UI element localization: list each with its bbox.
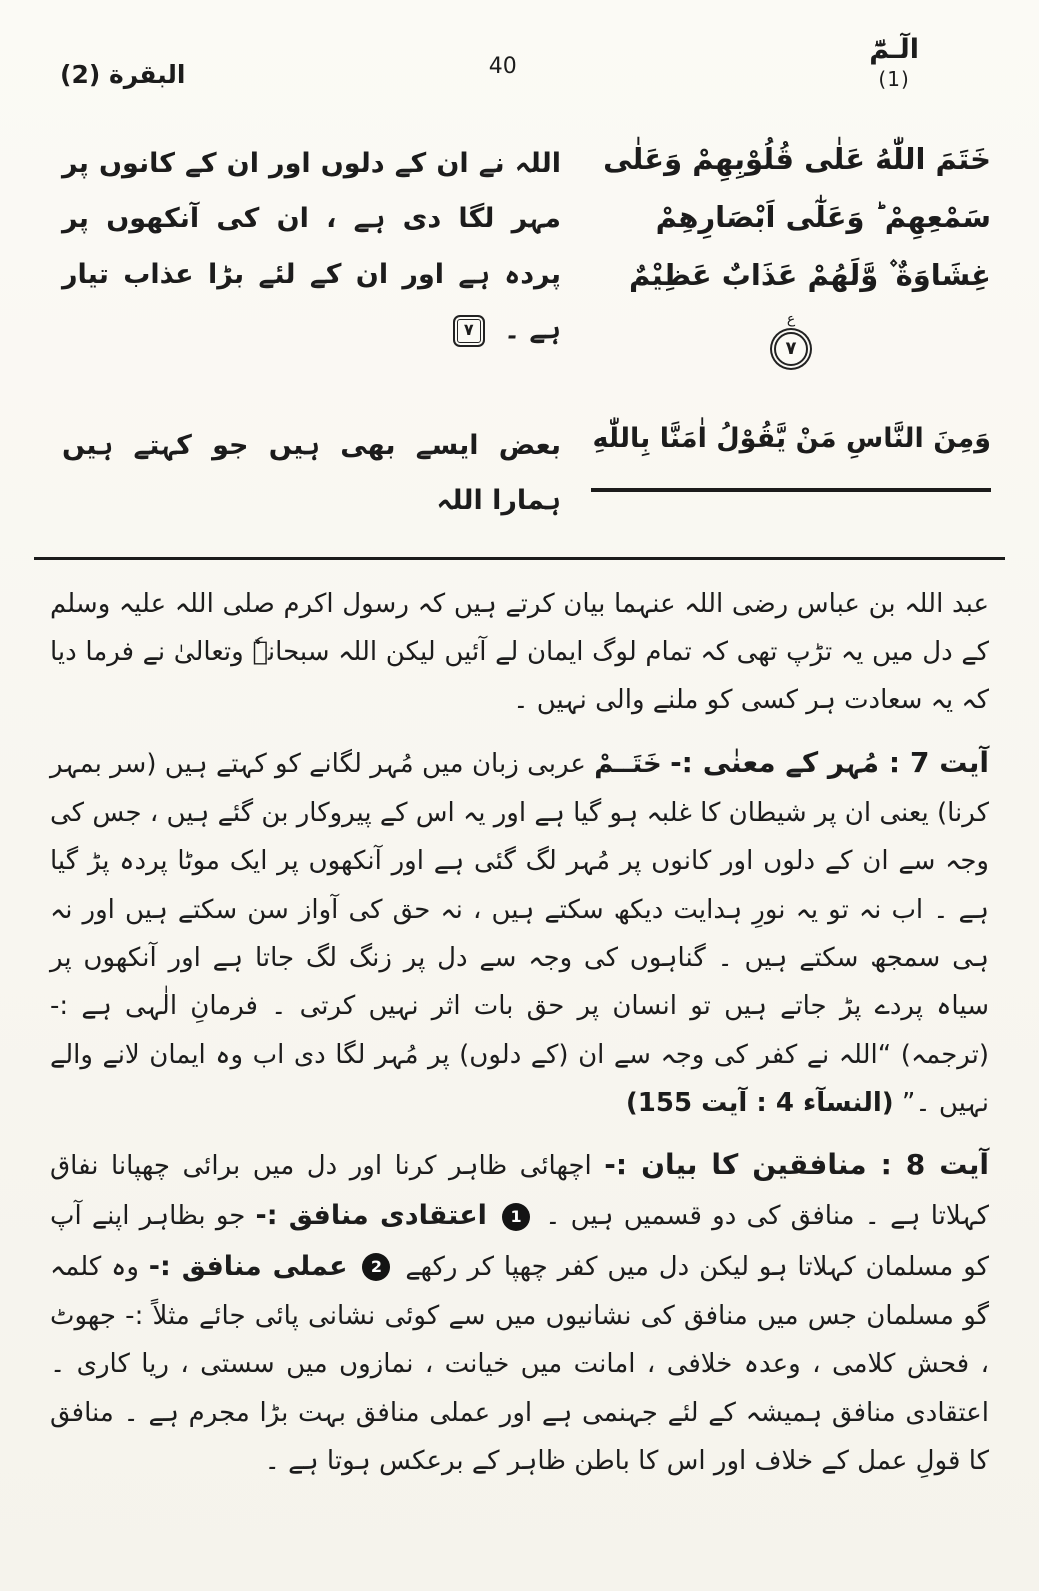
circled-number-2-icon: 2 <box>362 1253 390 1281</box>
arabic-line: سَمْعِهِمْ ؕ وَعَلٰٓى اَبْصَارِهِمْ <box>655 200 991 234</box>
commentary-intro: عبد اللہ بن عباس رضی اللہ عنہما بیان کرتے ہیں کہ رسول اکرم صلی اللہ علیہ وسلم کے دل میں یہ تڑپ تھی کہ تمام لوگ ایمان لے آئیں لیکن اللہ سبحانہٗ وتعالیٰ نے فرما دیا کہ یہ سعادت ہر کسی کو ملنے والی نہیں ۔ <box>50 588 989 716</box>
ruku-ain-mark: ع <box>786 311 796 327</box>
arabic-line: خَتَمَ اللّٰهُ عَلٰى قُلُوْبِهِمْ وَعَلٰى <box>603 142 991 176</box>
ayah-end-marker <box>591 312 991 366</box>
surah-marker-left: البقرة (2) <box>60 60 186 89</box>
commentary-section <box>48 580 991 1486</box>
ayah-number-box: ٧ <box>453 315 485 347</box>
ayat7-commentary <box>50 737 989 1128</box>
ayat7-heading: آیت 7 : مُہر کے معنٰی :- <box>670 745 989 779</box>
verse-row-ayah-7 <box>48 130 991 366</box>
arabic-line: غِشَاوَةٌ ۫ وَّلَهُمْ عَذَابٌ عَظِيْمٌ <box>629 258 991 292</box>
section-divider-rule <box>34 557 1005 560</box>
arabic-verse-ayah-7 <box>591 130 991 366</box>
verse-row-ayah-8 <box>48 412 991 529</box>
ayat7-body-text: عربی زبان میں مُہر لگانے کو کہتے ہیں (سر بمہر کرنا) یعنی ان پر شیطان کا غلبہ ہو گیا ہے اور یہ اس کے پیروکار بن گئے ہیں ، جس کی وجہ سے ان کے دلوں اور کانوں پر مُہر لگ گئی ہے اور آنکھوں پر ایک موٹا پردہ پڑ گیا ہے ۔ اب نہ تو یہ نورِ ہدایت دیکھ سکتے ہیں ، نہ حق کی آواز سن سکتے ہیں اور نہ ہی سمجھ سکتے ہیں ۔ گناہوں کی وجہ سے دل پر زنگ لگ جاتا ہے اور آنکھوں پر سیاہ پردے پڑ جاتے ہیں تو انسان پر حق بات اثر نہیں کرتی ۔ فرمانِ الٰہی ہے :- (ترجمہ) <box>50 748 990 1070</box>
urdu-translation-ayah-7 <box>48 130 561 357</box>
circled-number-1-icon: 1 <box>502 1203 530 1231</box>
urdu-translation-text: بعض ایسے بھی ہیں جو کہتے ہیں ہمارا اللہ <box>62 430 561 517</box>
surah-name-alif-lam-mim: الٓـمّٓ <box>869 34 919 65</box>
ayat8-body-text-3: وہ کلمہ گو مسلمان جس میں منافق کی نشانیوں میں سے کوئی نشانی پائی جائے مثلاً :- جھوٹ ، فحش کلامی ، وعدہ خلافی ، امانت میں خیانت ، نمازوں میں سستی ، ریا کاری ۔ اعتقادی منافق ہمیشہ کے لئے جہنمی ہے اور عملی منافق بہت بڑا مجرم ہے ۔ منافق کا قولِ عمل کے خلاف اور اس کا باطن ظاہر کے برعکس ہوتا ہے ۔ <box>50 1251 989 1476</box>
arabic-verse-ayah-8 <box>591 412 991 492</box>
ayat7-quran-quote: “اللہ نے کفر کی وجہ سے ان (کے دلوں) پر مُہر لگا دی اب وہ ایمان لانے والے نہیں ۔” <box>50 1039 989 1118</box>
ayat8-commentary <box>50 1139 989 1485</box>
ayat8-subheading-2: عملی منافق :- <box>148 1250 348 1282</box>
surah-number-right: (1) <box>878 67 910 91</box>
ayat8-body-text-1: اچھائی ظاہر کرنا اور دل میں برائی چھپانا نفاق کہلاتا ہے ۔ منافق کی دو قسمیں ہیں ۔ <box>50 1151 989 1232</box>
urdu-translation-text: اللہ نے ان کے دلوں اور ان کے کانوں پر مہر لگا دی ہے ، ان کی آنکھوں پر پردہ ہے اور ان کے لئے بڑا عذاب تیار ہے ۔ <box>62 148 561 346</box>
ayat8-subheading-1: اعتقادی منافق :- <box>255 1200 487 1232</box>
page-header <box>48 34 991 126</box>
ayat8-heading: آیت 8 : منافقین کا بیان :- <box>604 1148 990 1182</box>
ayat7-reference: (النسآء 4 : آیت 155) <box>625 1088 894 1118</box>
ayat7-arabic-term: خَتَــمْ <box>594 748 662 779</box>
arabic-line: وَمِنَ النَّاسِ مَنْ يَّقُوْلُ اٰمَنَّا بِاللّٰهِ <box>592 423 991 454</box>
page-number: 40 <box>488 54 517 79</box>
verses-section <box>48 130 991 529</box>
urdu-translation-ayah-8 <box>48 412 561 529</box>
surah-marker-right <box>869 34 919 91</box>
ayat8-body-text-2: جو بظاہر اپنے آپ کو مسلمان کہلاتا ہو لیکن دل میں کفر چھپا کر رکھے <box>50 1201 990 1282</box>
ayah-number-ornament: ٧ <box>774 332 808 366</box>
